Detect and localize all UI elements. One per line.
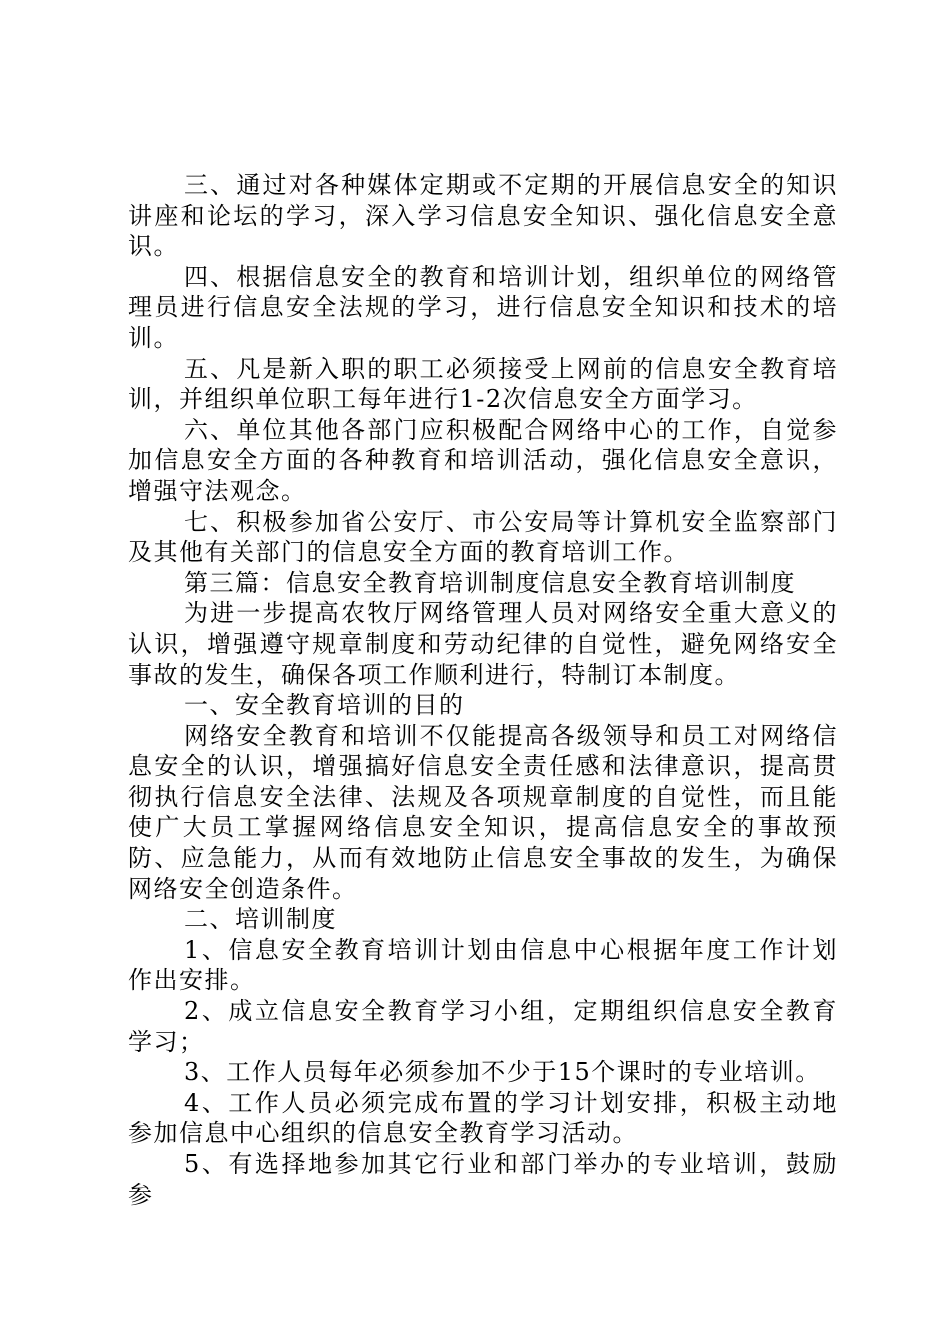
rule-item-1: 1、信息安全教育培训计划由信息中心根据年度工作计划作出安排。 bbox=[128, 935, 838, 995]
rule-item-2: 2、成立信息安全教育学习小组，定期组织信息安全教育学习； bbox=[128, 997, 838, 1056]
rule-item-5: 5、有选择地参加其它行业和部门举办的专业培训，鼓励参 bbox=[128, 1150, 838, 1209]
document-body bbox=[128, 170, 838, 1210]
paragraph-item-3: 三、通过对各种媒体定期或不定期的开展信息安全的知识讲座和论坛的学习，深入学习信息安全知识、强化信息安全意识。 bbox=[128, 171, 838, 261]
rule-item-4: 4、工作人员必须完成布置的学习计划安排，积极主动地参加信息中心组织的信息安全教育学习活动。 bbox=[128, 1088, 838, 1148]
rule-item-3: 3、工作人员每年必须参加不少于15个课时的专业培训。 bbox=[184, 1058, 821, 1087]
paragraph-item-5: 五、凡是新入职的职工必须接受上网前的信息安全教育培训，并组织单位职工每年进行1-2次信息安全方面学习。 bbox=[128, 354, 838, 414]
purpose-paragraph: 网络安全教育和培训不仅能提高各级领导和员工对网络信息安全的认识，增强搞好信息安全责任感和法律意识，提高贯彻执行信息安全法律、法规及各项规章制度的自觉性，而且能使广大员工掌握网络信息安全知识，提高信息安全的事故预防、应急能力，从而有效地防止信息安全事故的发生，为确保网络安全创造条件。 bbox=[128, 721, 838, 903]
paragraph-item-6: 六、单位其他各部门应积极配合网络中心的工作，自觉参加信息安全方面的各种教育和培训活动，强化信息安全意识，增强守法观念。 bbox=[128, 415, 838, 505]
paragraph-item-4: 四、根据信息安全的教育和培训计划，组织单位的网络管理员进行信息安全法规的学习，进行信息安全知识和技术的培训。 bbox=[128, 262, 838, 352]
section-title: 第三篇：信息安全教育培训制度信息安全教育培训制度 bbox=[184, 568, 796, 597]
subheading-training-system: 二、培训制度 bbox=[184, 905, 337, 934]
subheading-purpose: 一、安全教育培训的目的 bbox=[184, 691, 465, 720]
intro-paragraph: 为进一步提高农牧厅网络管理人员对网络安全重大意义的认识，增强遵守规章制度和劳动纪律的自觉性，避免网络安全事故的发生，确保各项工作顺利进行，特制订本制度。 bbox=[128, 599, 838, 689]
paragraph-item-7: 七、积极参加省公安厅、市公安局等计算机安全监察部门及其他有关部门的信息安全方面的教育培训工作。 bbox=[128, 507, 838, 567]
